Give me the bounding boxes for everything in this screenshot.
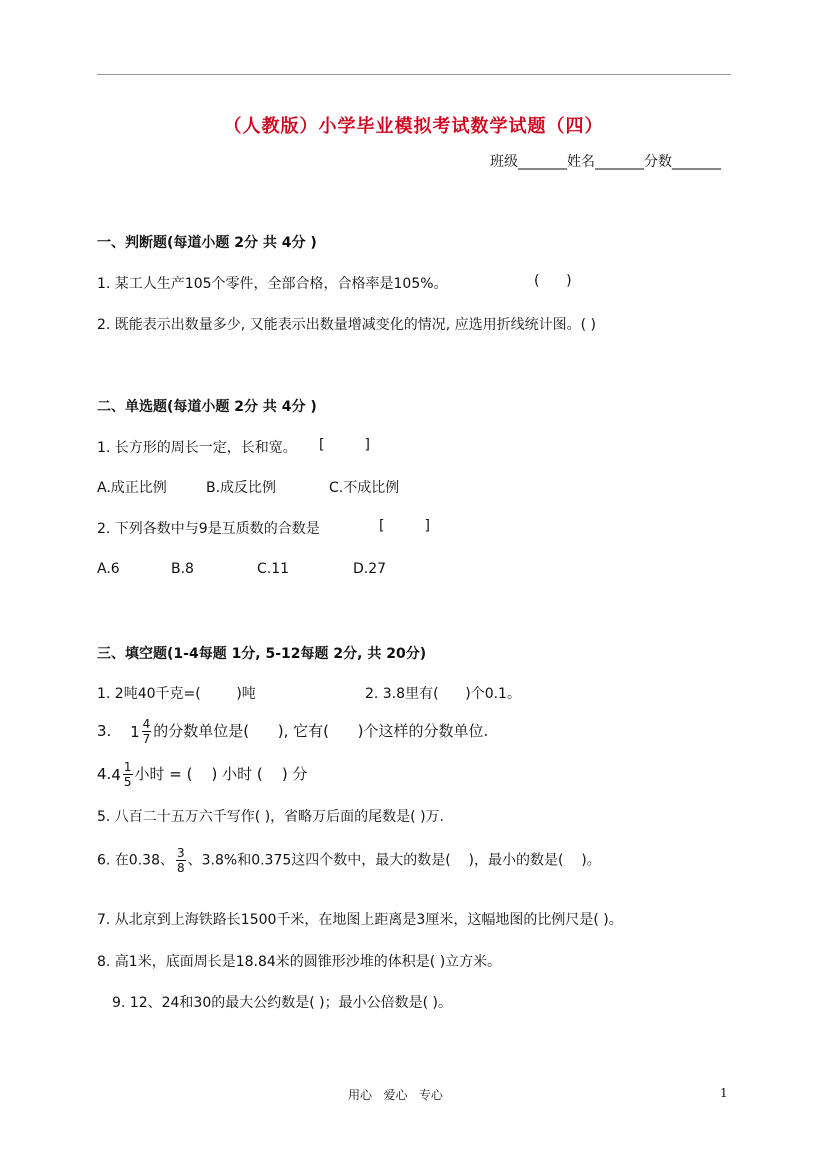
fraction-numerator: 4 [142,717,151,731]
question-2-2 [97,518,430,538]
fraction-denominator: 5 [123,775,132,789]
question-1-1 [97,273,572,293]
option-d: D.27 [353,561,387,577]
question-3-1 [97,683,521,703]
question-text: 2. 下列各数中与9是互质数的合数是 [97,521,320,537]
fraction [142,717,152,746]
question-2-1 [97,437,370,457]
page-title: （人教版）小学毕业模拟考试数学试题（四） [223,116,604,137]
page-number: 1 [720,1086,728,1100]
footer-text: 用心 爱心 专心 [348,1088,443,1102]
question-3-6 [97,846,601,875]
question-text: 1. 长方形的周长一定，长和宽。 [97,440,297,456]
fraction [176,846,186,875]
mixed-fraction [130,717,153,746]
question-3-2: 2. 3.8里有( )个0.1。 [365,686,521,702]
answer-bracket: [ ] [319,437,370,453]
question-3-5: 5. 八百二十五万六千写作( )，省略万后面的尾数是( )万. [97,809,445,825]
option-a: A.6 [97,561,120,577]
fraction-numerator: 3 [176,846,185,860]
question-text: 小时 = ( ) 小时 ( ) 分 [134,765,308,783]
student-info: 班级_______姓名_______分数_______ [490,154,721,170]
fraction-denominator: 7 [142,732,151,746]
question-text: 1. 某工人生产105个零件，全部合格，合格率是105%。 [97,276,448,292]
question-3-7: 7. 从北京到上海铁路长1500千米，在地图上距离是3厘米，这幅地图的比例尺是( )。 [97,912,623,928]
question-text: 1. 2吨40千克=( )吨 [97,686,256,702]
fraction-whole: 4 [111,765,121,784]
option-a: A.成正比例 [97,480,167,496]
section-heading-judgment: 一、判断题(每道小题 2分 共 4分 ) [97,235,317,251]
answer-bracket: [ ] [379,518,430,534]
options-2-1 [97,477,400,497]
mixed-fraction [111,760,134,789]
fraction-denominator: 8 [176,861,185,875]
section-heading-choice: 二、单选题(每道小题 2分 共 4分 ) [97,399,317,415]
option-c: C.不成比例 [329,480,400,496]
section-heading-fill: 三、填空题(1-4每题 1分, 5-12每题 2分, 共 20分) [97,646,427,662]
answer-paren: ( ) [534,273,572,289]
question-text: 、3.8%和0.375这四个数中，最大的数是( )，最小的数是( )。 [187,852,601,869]
question-number: 4. [97,765,112,783]
question-1-2: 2. 既能表示出数量多少, 又能表示出数量增减变化的情况, 应选用折线统计图。( ) [97,317,596,333]
question-3-4 [97,760,307,789]
header-rule [97,74,731,75]
question-text-prefix: 6. 在0.38、 [97,852,174,869]
question-3-9: 9. 12、24和30的最大公约数是( )；最小公倍数是( )。 [112,995,452,1011]
option-b: B.成反比例 [206,480,277,496]
question-3-8: 8. 高1米，底面周长是18.84米的圆锥形沙堆的体积是( )立方米。 [97,954,502,970]
fraction [123,760,133,789]
option-c: C.11 [257,561,290,577]
question-text: 的分数单位是( ), 它有( )个这样的分数单位. [153,722,489,740]
fraction-whole: 1 [130,722,140,741]
fraction-numerator: 1 [123,760,132,774]
question-number: 3. [97,722,112,740]
option-b: B.8 [171,561,194,577]
question-3-3 [97,717,488,746]
options-2-2 [97,561,387,577]
